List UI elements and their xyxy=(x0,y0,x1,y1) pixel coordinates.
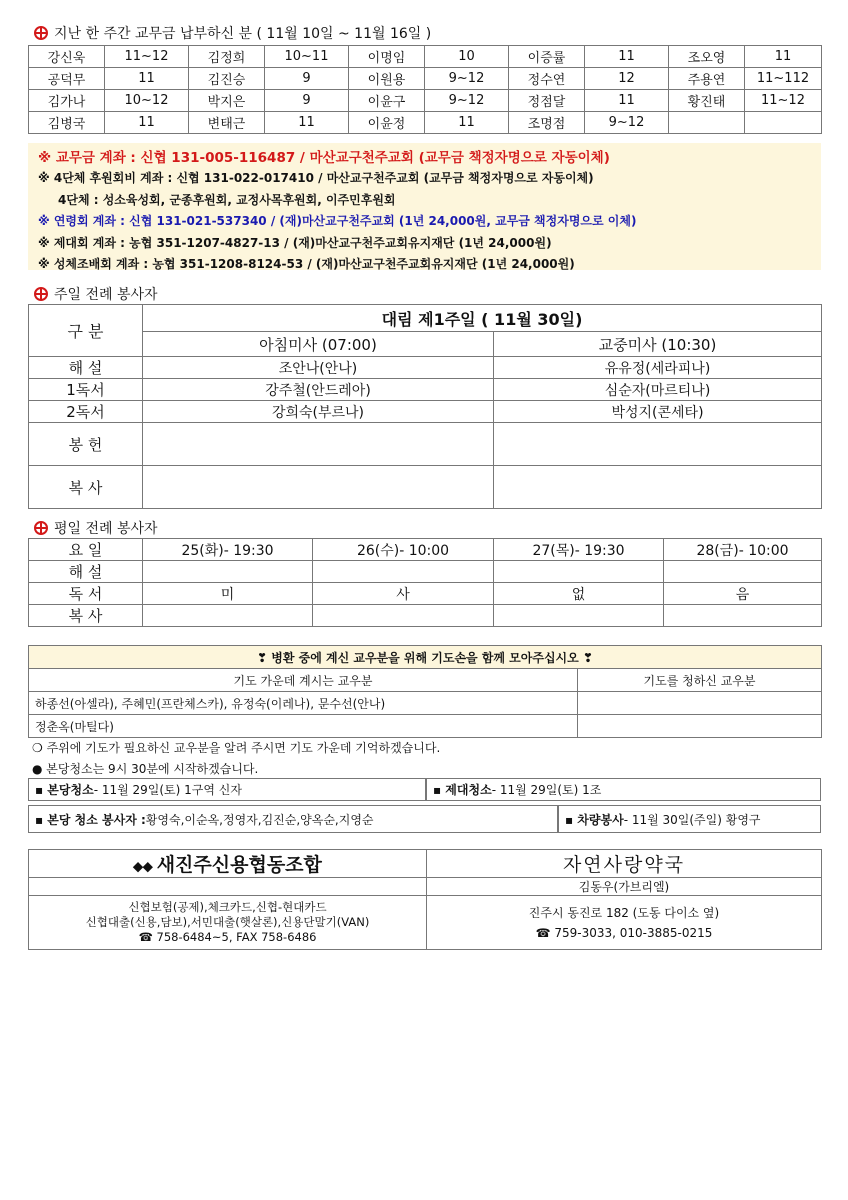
mass-main: 교중미사 (10:30) xyxy=(494,332,822,357)
donor-months: 11~12 xyxy=(105,46,189,68)
credit-union-phone: ☎ 758-6484~5, FAX 758-6486 xyxy=(138,930,317,944)
donor-months: 9 xyxy=(265,68,349,90)
minister-cell xyxy=(143,423,494,466)
donor-name: 김진승 xyxy=(189,68,265,90)
donor-months xyxy=(745,112,822,134)
donor-months: 9~12 xyxy=(425,68,509,90)
pharmacy-info xyxy=(427,896,822,950)
prayer-row xyxy=(578,715,822,738)
prayer-title: ❣ 병환 중에 계신 교우분을 위해 기도손을 함께 모아주십시오 ❣ xyxy=(29,646,822,669)
ads-table xyxy=(28,849,822,950)
minister-cell xyxy=(664,561,822,583)
donor-months: 10 xyxy=(425,46,509,68)
vehicle-service-label: ▪ 차량봉사 xyxy=(565,812,624,827)
prayer-row xyxy=(578,692,822,715)
ad-spacer xyxy=(29,878,427,896)
donor-name: 변태근 xyxy=(189,112,265,134)
donor-name: 황진태 xyxy=(669,90,745,112)
donor-name: 조명점 xyxy=(509,112,585,134)
church-cleaning-label: ▪ 본당청소 xyxy=(35,783,94,797)
funeral-society-account: ※ 연령회 계좌 : 신협 131-021-537340 / (재)마산교구천주교회 (1년 24,000원, 교무금 책정자명으로 이체) xyxy=(38,214,637,228)
donor-months: 11 xyxy=(585,90,669,112)
minister-cell xyxy=(664,605,822,627)
cleaning-volunteers-box xyxy=(28,805,558,833)
ads-wrap xyxy=(28,849,821,950)
offering-table-wrap xyxy=(28,45,821,134)
cross-icon xyxy=(34,26,48,40)
header-label: 요 일 xyxy=(29,539,143,561)
offering-account: ※ 교무금 계좌 : 신협 131-005-116487 / 마산교구천주교회 (교무금 책정자명으로 자동이체) xyxy=(38,150,610,166)
day-header: 25(화)- 19:30 xyxy=(143,539,313,561)
donor-name xyxy=(669,112,745,134)
donor-name: 박지은 xyxy=(189,90,265,112)
role-label: 2독서 xyxy=(29,401,143,423)
donor-months: 9~12 xyxy=(425,90,509,112)
altar-cleaning-box xyxy=(426,778,821,801)
minister-cell xyxy=(494,423,822,466)
weekday-section-title xyxy=(34,518,158,538)
pharmacy-owner: 김동우(가브리엘) xyxy=(427,878,822,896)
prayer-row: 하종선(아셀라), 주혜민(프란체스카), 유정숙(이레나), 문수선(안나) xyxy=(29,692,578,715)
donor-name: 정점달 xyxy=(509,90,585,112)
sunday-table xyxy=(28,304,822,509)
altar-cleaning-label: ▪ 제대청소 xyxy=(433,783,492,797)
minister-cell xyxy=(494,466,822,509)
minister-cell xyxy=(494,561,664,583)
church-cleaning-text: - 11월 29일(토) 1구역 신자 xyxy=(93,783,242,797)
sunday-title: 주일 전례 봉사자 xyxy=(54,287,158,303)
offering-row xyxy=(29,46,822,68)
pharmacy-name: 자연사랑약국 xyxy=(427,850,822,878)
minister-cell xyxy=(143,605,313,627)
sunday-section-title xyxy=(34,284,158,304)
day-header: 27(목)- 19:30 xyxy=(494,539,664,561)
minister-cell: 강희숙(부르나) xyxy=(143,401,494,423)
cleaning-volunteers-text: 황영숙,이순옥,정영자,김진순,양옥순,지영순 xyxy=(145,812,374,827)
header-label: 구 분 xyxy=(29,305,143,357)
liturgy-day: 대림 제1주일 ( 11월 30일) xyxy=(143,305,822,332)
role-label: 복 사 xyxy=(29,605,143,627)
donor-months: 11 xyxy=(585,46,669,68)
minister-cell: 없 xyxy=(494,583,664,605)
donor-name: 공덕무 xyxy=(29,68,105,90)
donor-name: 이윤정 xyxy=(349,112,425,134)
donor-months: 12 xyxy=(585,68,669,90)
prayer-table-wrap xyxy=(28,645,821,738)
donor-months: 11~12 xyxy=(745,90,822,112)
weekday-title: 평일 전례 봉사자 xyxy=(54,521,158,537)
offering-row xyxy=(29,68,822,90)
donor-name: 김가나 xyxy=(29,90,105,112)
minister-cell xyxy=(494,605,664,627)
minister-cell xyxy=(143,561,313,583)
donor-months: 11 xyxy=(425,112,509,134)
adoration-society-account: ※ 성체조배회 계좌 : 농협 351-1208-8124-53 / (재)마산교구천주교회유지재단 (1년 24,000원) xyxy=(38,257,575,271)
donor-name: 이윤구 xyxy=(349,90,425,112)
role-label: 복 사 xyxy=(29,466,143,509)
day-header: 26(수)- 10:00 xyxy=(313,539,494,561)
offering-title: 지난 한 주간 교무금 납부하신 분 ( 11월 10일 ~ 11월 16일 ) xyxy=(54,26,432,42)
credit-union-title: 새진주신용협동조합 xyxy=(156,854,322,876)
donor-name: 김병국 xyxy=(29,112,105,134)
minister-cell: 미 xyxy=(143,583,313,605)
donor-months: 9 xyxy=(265,90,349,112)
minister-cell: 박성지(콘세타) xyxy=(494,401,822,423)
minister-cell xyxy=(313,561,494,583)
minister-cell: 강주철(안드레아) xyxy=(143,379,494,401)
prayer-row: 정춘옥(마틸다) xyxy=(29,715,578,738)
donor-months: 10~11 xyxy=(265,46,349,68)
minister-cell: 조안나(안나) xyxy=(143,357,494,379)
credit-union-logo-icon: ⬥⬥ xyxy=(133,859,153,875)
role-label: 독 서 xyxy=(29,583,143,605)
minister-cell: 음 xyxy=(664,583,822,605)
donor-name: 조오영 xyxy=(669,46,745,68)
donor-name: 김정희 xyxy=(189,46,265,68)
donor-months: 11 xyxy=(105,112,189,134)
vehicle-service-text: - 11월 30일(주일) 황영구 xyxy=(623,812,761,827)
church-cleaning-box xyxy=(28,778,426,801)
donor-months: 11 xyxy=(265,112,349,134)
credit-union-info xyxy=(29,896,427,950)
role-label: 1독서 xyxy=(29,379,143,401)
credit-union-loans: 신협대출(신용,담보),서민대출(햇살론),신용단말기(VAN) xyxy=(85,915,370,929)
offering-row xyxy=(29,90,822,112)
prayer-col-requesters: 기도를 청하신 교우분 xyxy=(578,669,822,692)
weekday-table-wrap xyxy=(28,538,821,627)
account-info-box xyxy=(28,143,821,270)
prayer-note: ❍ 주위에 기도가 필요하신 교우분을 알려 주시면 기도 가운데 기억하겠습니다. xyxy=(32,741,441,755)
weekday-table xyxy=(28,538,822,627)
minister-cell: 사 xyxy=(313,583,494,605)
group-list: 4단체 : 성소육성회, 군종후원회, 교정사목후원회, 이주민후원회 xyxy=(58,193,396,207)
donor-months: 11 xyxy=(745,46,822,68)
cross-icon xyxy=(34,521,48,535)
cleaning-volunteers-label: ▪ 본당 청소 봉사자 : xyxy=(35,812,146,827)
cleaning-note: ● 본당청소는 9시 30분에 시작하겠습니다. xyxy=(32,762,259,776)
donor-name: 정수연 xyxy=(509,68,585,90)
offering-table xyxy=(28,45,822,134)
donor-months: 10~12 xyxy=(105,90,189,112)
role-label: 해 설 xyxy=(29,561,143,583)
altar-cleaning-text: - 11월 29일(토) 1조 xyxy=(491,783,602,797)
donor-months: 9~12 xyxy=(585,112,669,134)
cross-icon xyxy=(34,287,48,301)
mass-morning: 아침미사 (07:00) xyxy=(143,332,494,357)
minister-cell: 심순자(마르티나) xyxy=(494,379,822,401)
vehicle-service-box xyxy=(558,805,821,833)
altar-society-account: ※ 제대회 계좌 : 농협 351-1207-4827-13 / (재)마산교구천주교회유지재단 (1년 24,000원) xyxy=(38,236,552,250)
prayer-col-patients: 기도 가운데 계시는 교우분 xyxy=(29,669,578,692)
minister-cell xyxy=(143,466,494,509)
pharmacy-address: 진주시 동진로 182 (도동 다이소 옆) xyxy=(528,905,720,920)
donor-name: 이증률 xyxy=(509,46,585,68)
prayer-table xyxy=(28,645,822,738)
donor-name: 주용연 xyxy=(669,68,745,90)
credit-union-name xyxy=(29,850,427,878)
group-account: ※ 4단체 후원회비 계좌 : 신협 131-022-017410 / 마산교구천주교회 (교무금 책정자명으로 자동이체) xyxy=(38,171,594,185)
donor-name: 이명임 xyxy=(349,46,425,68)
minister-cell xyxy=(313,605,494,627)
credit-union-services: 신협보험(공제),체크카드,신협-현대카드 xyxy=(128,900,327,914)
offering-section-title xyxy=(34,23,431,43)
day-header: 28(금)- 10:00 xyxy=(664,539,822,561)
minister-cell: 유유정(세라피나) xyxy=(494,357,822,379)
donor-months: 11 xyxy=(105,68,189,90)
role-label: 봉 헌 xyxy=(29,423,143,466)
donor-name: 이원용 xyxy=(349,68,425,90)
sunday-table-wrap xyxy=(28,304,821,509)
donor-name: 강신욱 xyxy=(29,46,105,68)
pharmacy-phone: ☎ 759-3033, 010-3885-0215 xyxy=(535,925,713,940)
role-label: 해 설 xyxy=(29,357,143,379)
donor-months: 11~112 xyxy=(745,68,822,90)
offering-row xyxy=(29,112,822,134)
